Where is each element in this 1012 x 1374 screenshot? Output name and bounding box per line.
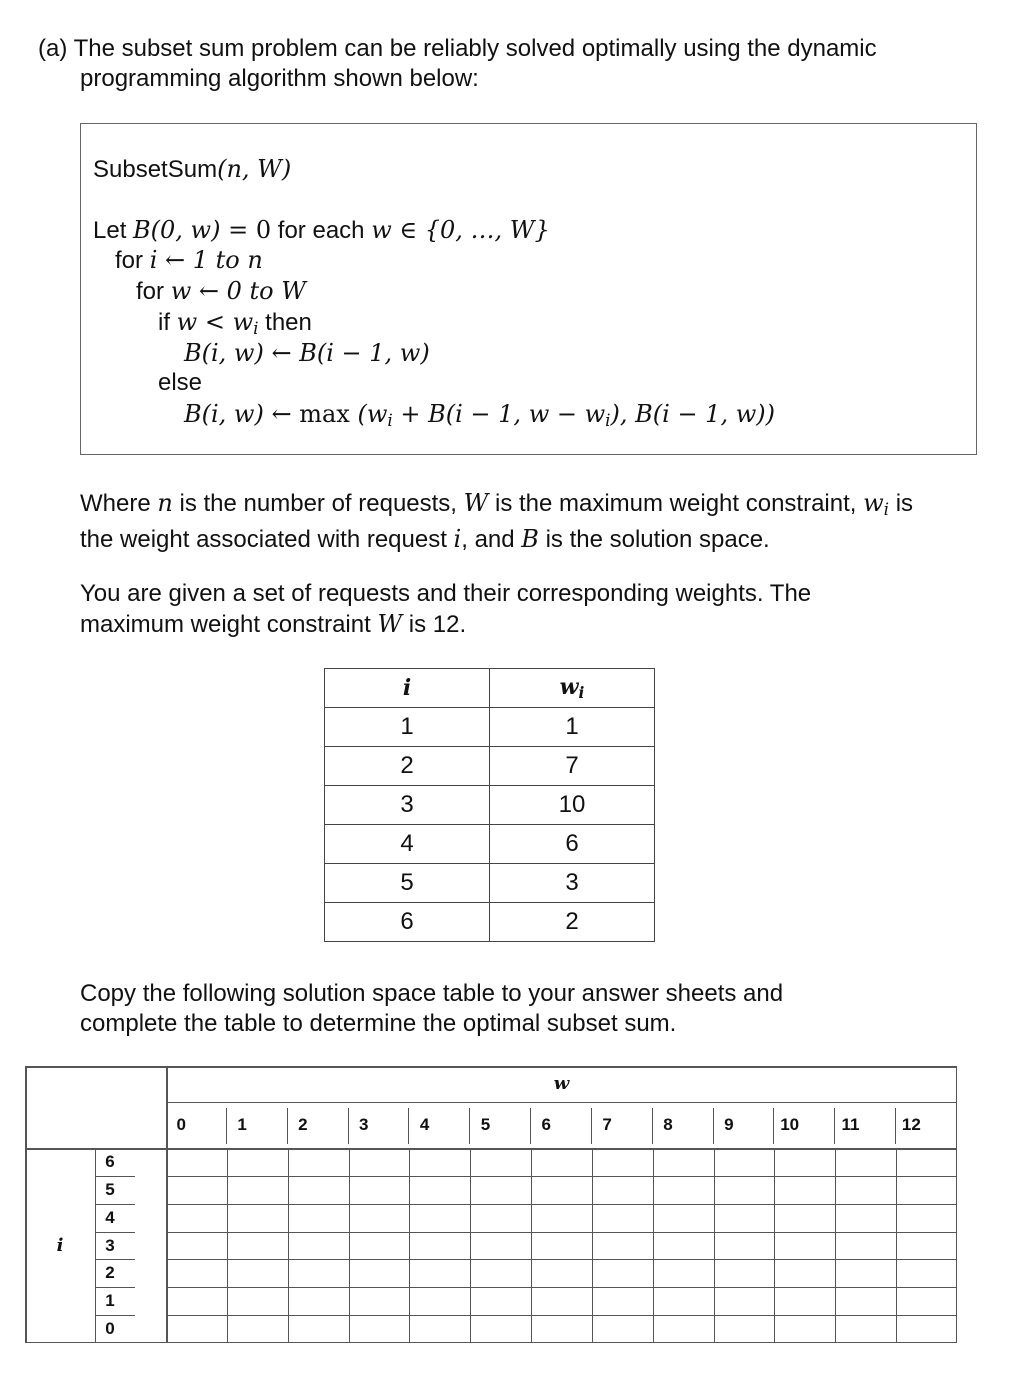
table-row (325, 903, 655, 942)
w-value-label: 7 (602, 1115, 612, 1134)
cell-i: 6 (325, 903, 490, 942)
w-value-label: 0 (176, 1115, 186, 1134)
cell-i: 1 (325, 708, 490, 747)
i-value-label: 4 (105, 1207, 115, 1227)
w-value-label: 2 (298, 1115, 308, 1134)
cell-w: 1 (490, 708, 655, 747)
w-value-label: 11 (841, 1115, 860, 1134)
i-value-label: 2 (105, 1263, 115, 1283)
w-value-label: 6 (541, 1115, 551, 1134)
algorithm-line-else: else (158, 369, 203, 396)
solution-space-table (25, 1066, 957, 1343)
column-divider (531, 1148, 532, 1343)
weights-table (324, 668, 655, 942)
question-intro (38, 34, 877, 94)
column-divider (288, 1148, 289, 1343)
column-divider (227, 1148, 228, 1343)
intro-line-2: programming algorithm shown below: (80, 65, 479, 92)
w-value-label: 10 (780, 1115, 800, 1134)
w-value-label: 1 (237, 1115, 247, 1134)
cell-w: 7 (490, 747, 655, 786)
algorithm-box (80, 123, 977, 455)
algorithm-line-for-i: for i ← 1 to n (115, 246, 263, 274)
w-value-label: 3 (359, 1115, 369, 1134)
i-value-label: 5 (105, 1179, 115, 1199)
table-border-bottom (25, 1342, 957, 1344)
table-row (325, 864, 655, 903)
w-value-label: 5 (480, 1115, 491, 1134)
column-divider (835, 1148, 836, 1343)
column-divider (714, 1148, 715, 1343)
algorithm-line-then-assign: B(i, w) ← B(i − 1, w) (184, 339, 430, 367)
column-divider (349, 1148, 350, 1343)
algorithm-line-else-assign: B(i, w) ← $\max (w_i + B(i - 1$, $w - w_i$), B(i − 1, w)) (184, 400, 775, 431)
cell-w: 6 (490, 825, 655, 864)
header-wi: $w_i$ (490, 669, 655, 708)
i-value-label: 0 (105, 1319, 115, 1339)
weights-table-header (325, 669, 655, 708)
table-row (325, 747, 655, 786)
row-divider (166, 1232, 957, 1233)
algorithm-title: SubsetSum(n, W) (93, 155, 292, 183)
i-value-label: 1 (105, 1291, 115, 1311)
cell-w: 2 (490, 903, 655, 942)
w-axis-label: w (553, 1073, 570, 1094)
given-line-1: You are given a set of requests and their corresponding weights. The (80, 580, 812, 607)
i-axis-label: i (56, 1235, 64, 1256)
row-divider (166, 1259, 957, 1260)
w-value-label: 9 (724, 1115, 734, 1134)
algorithm-line-init: Let B(0, w) = 0 for each w ∈ {0, …, W} (93, 216, 550, 244)
row-divider (166, 1204, 957, 1205)
w-value-label: 8 (663, 1115, 673, 1134)
table-row (325, 786, 655, 825)
header-body-divider (25, 1148, 957, 1150)
table-row (325, 708, 655, 747)
w-value-label: 12 (901, 1115, 921, 1134)
column-divider (774, 1148, 775, 1343)
column-divider (409, 1148, 410, 1343)
given-paragraph (80, 579, 811, 640)
given-line-2: maximum weight constraint W is 12. (80, 610, 467, 638)
cell-i: 2 (325, 747, 490, 786)
cell-w: 3 (490, 864, 655, 903)
cell-i: 5 (325, 864, 490, 903)
row-divider (166, 1176, 957, 1177)
row-divider (166, 1287, 957, 1288)
cell-w: 10 (490, 786, 655, 825)
table-row (325, 825, 655, 864)
definitions-paragraph (80, 488, 985, 555)
algorithm-line-if: if $w < w_i$ then (158, 308, 312, 339)
column-divider (592, 1148, 593, 1343)
row-divider (166, 1315, 957, 1316)
header-i: i (325, 669, 490, 708)
column-divider (470, 1148, 471, 1343)
copy-line-2: complete the table to determine the optimal subset sum. (80, 1010, 677, 1037)
definitions-line-1: Where n is the number of requests, W is the maximum weight constraint, $w_i$ is (80, 489, 914, 520)
cell-i: 4 (325, 825, 490, 864)
copy-line-1: Copy the following solution space table to your answer sheets and (80, 980, 784, 1007)
definitions-line-2: the weight associated with request i, and B is the solution space. (80, 525, 770, 554)
w-value-label: 4 (419, 1115, 430, 1134)
cell-i: 3 (325, 786, 490, 825)
intro-line-1: (a) The subset sum problem can be reliably solved optimally using the dynamic (38, 35, 877, 62)
copy-instruction (80, 979, 783, 1039)
column-divider (653, 1148, 654, 1343)
column-divider (896, 1148, 897, 1343)
i-value-label: 3 (105, 1235, 115, 1255)
header-cell-divider (956, 1108, 957, 1144)
i-value-label: 6 (105, 1152, 115, 1171)
algorithm-line-for-w: for w ← 0 to W (136, 277, 306, 305)
